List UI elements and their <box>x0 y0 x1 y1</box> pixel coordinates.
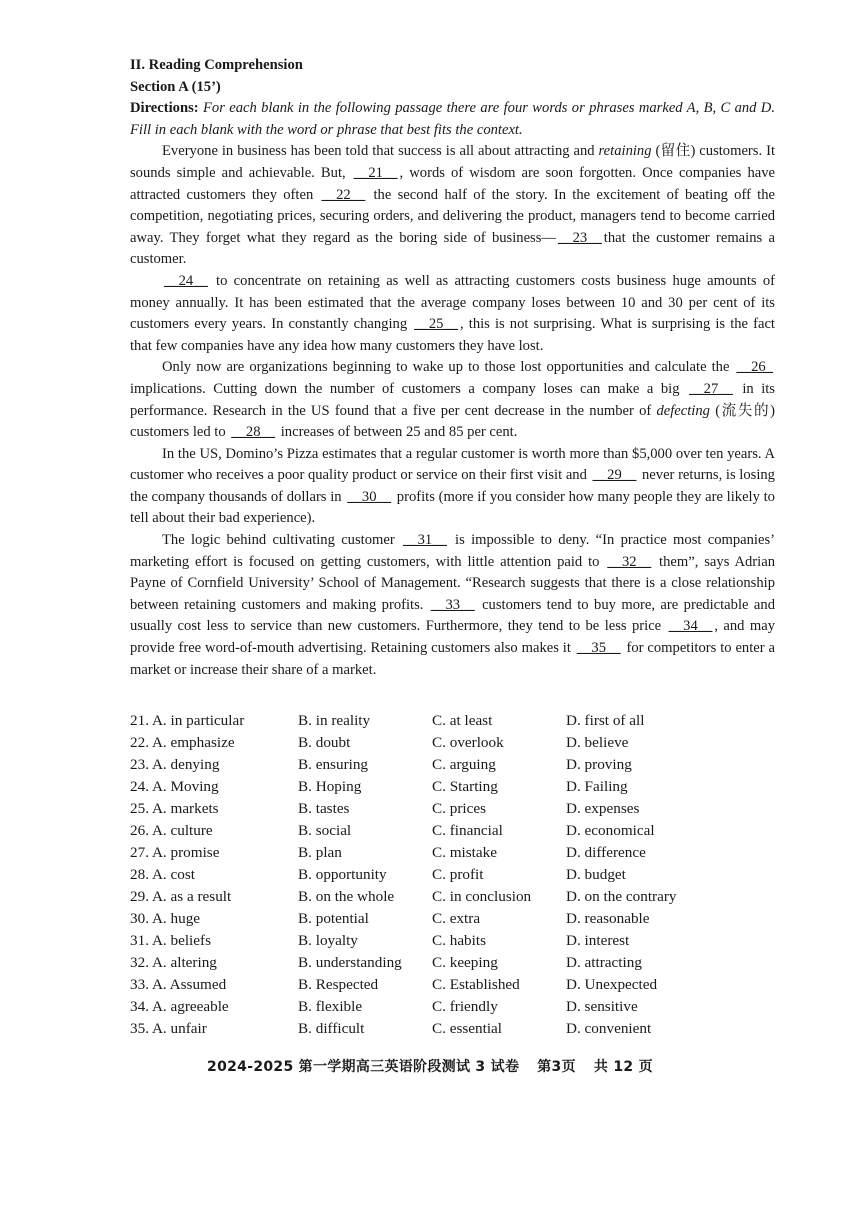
option-a: 35. A. unfair <box>130 1020 207 1037</box>
answer-blank: __33__ <box>430 596 475 613</box>
passage-text: Only now are organizations beginning to wake up to those lost opportunities and calculate the <box>162 359 735 376</box>
option-d: D. Unexpected <box>566 976 658 993</box>
option-a: 21. A. in particular <box>130 712 245 729</box>
option-a: 28. A. cost <box>130 866 195 883</box>
option-row <box>130 888 736 910</box>
footer-title: 2024-2025 第一学期高三英语阶段测试 3 试卷 <box>207 1059 520 1075</box>
option-d: D. interest <box>566 932 630 949</box>
option-b: B. tastes <box>298 800 350 817</box>
option-c: C. friendly <box>432 998 498 1015</box>
option-row <box>130 822 736 844</box>
passage-text: customers tend to buy more, are predictable and usually cost less to service than new customers. Furthermore, they tend to be less price <box>130 596 775 635</box>
answer-blank: __26_ <box>736 359 773 376</box>
option-b: B. on the whole <box>298 888 395 905</box>
passage-text: increases of between 25 and 85 per cent. <box>277 424 518 441</box>
answer-blank: __32__ <box>607 553 652 570</box>
answer-blank: __31__ <box>402 532 447 549</box>
option-d: D. difference <box>566 844 646 861</box>
directions <box>130 98 775 141</box>
paragraph-5 <box>130 530 775 681</box>
option-row <box>130 1020 736 1042</box>
passage-text: The logic behind cultivating customer <box>162 532 401 549</box>
paragraph-3 <box>130 357 775 443</box>
option-a: 29. A. as a result <box>130 888 232 905</box>
option-b: B. flexible <box>298 998 363 1015</box>
answer-blank: __23__ <box>558 229 602 246</box>
option-c: C. at least <box>432 712 493 729</box>
paragraph-4 <box>130 444 775 530</box>
passage-text: in its performance. Research in the US found that a five per cent decrease in the number of <box>130 380 775 419</box>
option-row <box>130 998 736 1020</box>
option-row <box>130 976 736 998</box>
option-c: C. arguing <box>432 756 496 773</box>
option-a: 22. A. emphasize <box>130 734 235 751</box>
option-b: B. opportunity <box>298 866 387 883</box>
directions-text: For each blank in the following passage there are four words or phrases marked A, B, C and D. Fill in each blank with the word or phrase that best fits the context. <box>130 100 775 138</box>
passage-text: (流失的) customers led to <box>130 402 775 441</box>
passage-text: never returns, is losing the company thousands of dollars in <box>130 467 775 505</box>
option-d: D. attracting <box>566 954 642 971</box>
passage-text: implications. Cutting down the number of customers a company loses can make a big <box>130 380 688 397</box>
option-row <box>130 910 736 932</box>
answer-blank: __29__ <box>592 467 637 484</box>
passage-text: (留住) customers. It sounds simple and achievable. But, <box>130 143 775 181</box>
passage-text: that the customer remains a customer. <box>130 229 776 268</box>
option-b: B. in reality <box>298 712 371 729</box>
option-a: 33. A. Assumed <box>130 976 227 993</box>
option-b: B. social <box>298 822 352 839</box>
passage-text: , words of wisdom are soon forgotten. Once companies have attracted customers they often <box>130 164 775 203</box>
option-d: D. convenient <box>566 1020 652 1037</box>
option-row <box>130 866 736 888</box>
option-a: 27. A. promise <box>130 844 220 861</box>
option-d: D. economical <box>566 822 655 839</box>
option-row <box>130 844 736 866</box>
option-row <box>130 932 736 954</box>
option-d: D. Failing <box>566 778 628 795</box>
passage-text: them”, says Adrian Payne of Cornfield University’ School of Management. “Research suggests that there is a close relationship between retaining customers and making profits. <box>130 553 775 613</box>
answer-blank: __30__ <box>347 488 392 505</box>
passage-text: for competitors to enter a market or increase their share of a market. <box>130 640 775 678</box>
answer-blank: __25__ <box>414 316 459 333</box>
option-a: 31. A. beliefs <box>130 932 211 949</box>
paragraph-1 <box>130 141 775 271</box>
italic-term: defecting <box>656 402 710 419</box>
page-footer <box>0 1056 860 1076</box>
option-d: D. proving <box>566 756 632 773</box>
option-a: 34. A. agreeable <box>130 998 229 1015</box>
passage-text: to concentrate on retaining as well as attracting customers costs business huge amounts of money annually. It has been estimated that the average company loses between 10 and 30 per cent of its customers every years. In constantly changing <box>130 272 775 333</box>
option-c: C. mistake <box>432 844 497 861</box>
option-a: 23. A. denying <box>130 756 220 773</box>
option-c: C. keeping <box>432 954 498 971</box>
option-b: B. Respected <box>298 976 379 993</box>
passage-text: profits (more if you consider how many people they are likely to tell about their bad experience). <box>130 488 775 527</box>
option-d: D. believe <box>566 734 629 751</box>
option-d: D. sensitive <box>566 998 638 1015</box>
option-b: B. plan <box>298 844 342 861</box>
option-c: C. financial <box>432 822 503 839</box>
option-b: B. loyalty <box>298 932 358 949</box>
option-d: D. expenses <box>566 800 640 817</box>
option-b: B. ensuring <box>298 756 369 773</box>
option-c: C. Starting <box>432 778 498 795</box>
passage-text: In the US, Domino’s Pizza estimates that a regular customer is worth more than $5,000 over ten years. A customer who receives a poor quality product or service on their first visit and <box>130 445 775 484</box>
option-b: B. potential <box>298 910 369 927</box>
answer-blank: __34__ <box>668 618 713 635</box>
option-row <box>130 734 736 756</box>
passage-block <box>130 55 775 681</box>
answer-blank: __24__ <box>164 272 208 289</box>
section-heading: II. Reading Comprehension <box>130 57 303 73</box>
answer-blank: __22__ <box>321 186 366 203</box>
option-a: 24. A. Moving <box>130 778 219 795</box>
passage-text: the second half of the story. In the excitement of beating off the competition, negotiating prices, securing orders, and delivering the product, managers tend to become carried away. They forget what they regard as the boring side of business— <box>130 186 776 246</box>
footer-total: 共 12 页 <box>593 1059 653 1075</box>
option-b: B. doubt <box>298 734 351 751</box>
answer-blank: __21__ <box>353 164 398 181</box>
answer-blank: __28__ <box>231 424 276 441</box>
option-c: C. Established <box>432 976 520 993</box>
option-row <box>130 778 736 800</box>
option-row <box>130 800 736 822</box>
option-c: C. extra <box>432 910 481 927</box>
options-table <box>130 712 736 1042</box>
option-c: C. in conclusion <box>432 888 532 905</box>
section-a-heading: Section A (15’) <box>130 78 221 95</box>
option-d: D. budget <box>566 866 626 883</box>
passage-text: , and may provide free word-of-mouth advertising. Retaining customers also makes it <box>130 618 775 657</box>
option-a: 25. A. markets <box>130 800 219 817</box>
option-b: B. Hoping <box>298 778 362 795</box>
passage-text: , this is not surprising. What is surprising is the fact that few companies have any idea how many customers they have lost. <box>130 316 775 354</box>
footer-page: 第3页 <box>537 1059 576 1075</box>
option-c: C. profit <box>432 866 484 883</box>
answer-blank: __27__ <box>689 380 733 397</box>
italic-term: retaining <box>598 143 652 160</box>
option-row <box>130 712 736 734</box>
option-a: 30. A. huge <box>130 910 201 927</box>
option-c: C. prices <box>432 800 486 817</box>
option-a: 26. A. culture <box>130 822 213 839</box>
directions-label: Directions: <box>130 100 199 117</box>
paragraph-2 <box>130 271 775 357</box>
answer-blank: __35__ <box>576 640 621 657</box>
option-b: B. understanding <box>298 954 402 971</box>
option-row <box>130 756 736 778</box>
option-row <box>130 954 736 976</box>
option-c: C. essential <box>432 1020 503 1037</box>
option-d: D. reasonable <box>566 910 650 927</box>
passage-text: Everyone in business has been told that success is all about attracting and <box>162 143 599 160</box>
option-a: 32. A. altering <box>130 954 217 971</box>
option-c: C. habits <box>432 932 487 949</box>
passage-text: is impossible to deny. “In practice most companies’ marketing effort is focused on getting customers, with little attention paid to <box>130 532 775 570</box>
option-d: D. on the contrary <box>566 888 677 905</box>
option-c: C. overlook <box>432 734 504 751</box>
option-b: B. difficult <box>298 1020 365 1037</box>
option-d: D. first of all <box>566 712 645 729</box>
